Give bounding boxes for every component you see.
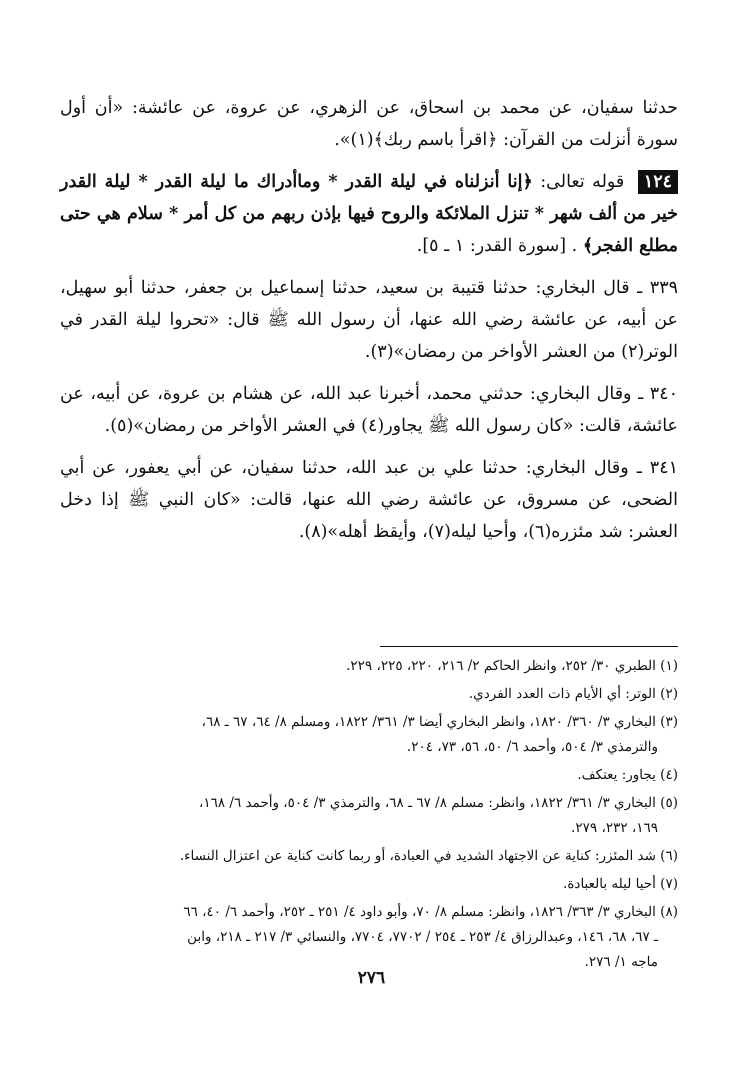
footnote-separator xyxy=(380,646,678,647)
footnote-3-line-2: والترمذي ٣/ ٥٠٤، وأحمد ٦/ ٥٠، ٥٦، ٧٣، ٢٠٤. xyxy=(406,739,658,755)
footnote-8-line-1: (٨) البخاري ٣/ ٣٦٣/ ١٨٢٦، وانظر: مسلم ٨/ ٧٠، وأبو داود ٤/ ٢٥١ ـ ٢٥٢، وأحمد ٦/ ٤٠، ٦٦ xyxy=(183,904,678,920)
footnote-5-line-1: (٥) البخاري ٣/ ٣٦١/ ١٨٢٢، وانظر: مسلم ٨/ ٦٧ ـ ٦٨، والترمذي ٣/ ٥٠٤، وأحمد ٦/ ١٦٨، xyxy=(198,795,678,811)
footnote-4: (٤) يجاور: يعتكف. xyxy=(577,767,678,783)
section-number-badge: ١٢٤ xyxy=(638,170,678,194)
footnote-5-line-2: ١٦٩، ٢٣٢، ٢٧٩. xyxy=(571,820,658,836)
footnote-3-line-1: (٣) البخاري ٣/ ٣٦٠/ ١٨٢٠، وانظر البخاري أيضا ٣/ ٣٦١/ ١٨٢٢، ومسلم ٨/ ٦٤، ٦٧ ـ ٦٨، xyxy=(201,714,678,730)
footnote-7: (٧) أحيا ليله بالعبادة. xyxy=(563,876,678,892)
hadith-340: ٣٤٠ ـ وقال البخاري: حدثني محمد، أخبرنا عبد الله، عن هشام بن عروة، عن أبيه، عن عائشة، قالت: «كان رسول الله ﷺ يجاور(٤) في العشر الأواخر من رمضان»(٥). xyxy=(60,384,678,436)
footnote-6: (٦) شد المئزر: كناية عن الاجتهاد الشديد في العبادة، أو ربما كانت كناية عن اعتزال النساء. xyxy=(179,848,678,864)
page-number: ٢٧٦ xyxy=(357,968,386,988)
paragraph-section-124 xyxy=(60,166,678,262)
footnote-3 xyxy=(60,710,678,760)
paragraph-quran-first-revelation: حدثنا سفيان، عن محمد بن اسحاق، عن الزهري، عن عروة، عن عائشة: «أن أول سورة أنزلت من القرآن: ﴿اقرأ باسم ربك﴾(١)». xyxy=(60,98,678,150)
surah-reference: . [سورة القدر: ١ ـ ٥]. xyxy=(416,236,578,256)
quran-verse: ﴿إنا أنزلناه في ليلة القدر * وماأدراك ما ليلة القدر * ليلة القدر خير من ألف شهر * تنزل الملائكة والروح فيها بإذن ربهم من كل أمر * سلام هي حتى مطلع الفجر﴾ xyxy=(60,172,678,256)
footnote-1: (١) الطبري ٣٠/ ٢٥٢، وانظر الحاكم ٢/ ٢١٦، ٢٢٠، ٢٢٥، ٢٢٩. xyxy=(346,658,678,674)
main-text xyxy=(60,92,678,558)
footnote-5 xyxy=(60,791,678,841)
hadith-341: ٣٤١ ـ وقال البخاري: حدثنا علي بن عبد الله، حدثنا سفيان، عن أبي يعفور، عن أبي الضحى، عن مسروق، عن عائشة رضي الله عنها، قالت: «كان النبي ﷺ إذا دخل العشر: شد مئزره(٦)، وأحيا ليله(٧)، وأيقظ أهله»(٨). xyxy=(60,458,678,542)
footnote-8-line-3: ماجه ١/ ٢٧٦. xyxy=(584,954,658,970)
footnote-8 xyxy=(60,900,678,975)
hadith-339: ٣٣٩ ـ قال البخاري: حدثنا قتيبة بن سعيد، حدثنا إسماعيل بن جعفر، حدثنا أبو سهيل، عن أبيه، عن عائشة رضي الله عنها، أن رسول الله ﷺ قال: «تحروا ليلة القدر في الوتر(٢) من العشر الأواخر من رمضان»(٣). xyxy=(60,278,678,362)
footnote-8-line-2: ـ ٦٧، ٦٨، ١٤٦، وعبدالرزاق ٤/ ٢٥٣ ـ ٢٥٤ / ٧٧٠٢، ٧٧٠٤، والنسائي ٣/ ٢١٧ ـ ٢١٨، وابن xyxy=(187,929,658,945)
footnote-2: (٢) الوتر: أي الأيام ذات العدد الفردي. xyxy=(468,686,678,702)
section-intro: قوله تعالى: xyxy=(540,172,625,192)
footnotes xyxy=(60,654,678,978)
